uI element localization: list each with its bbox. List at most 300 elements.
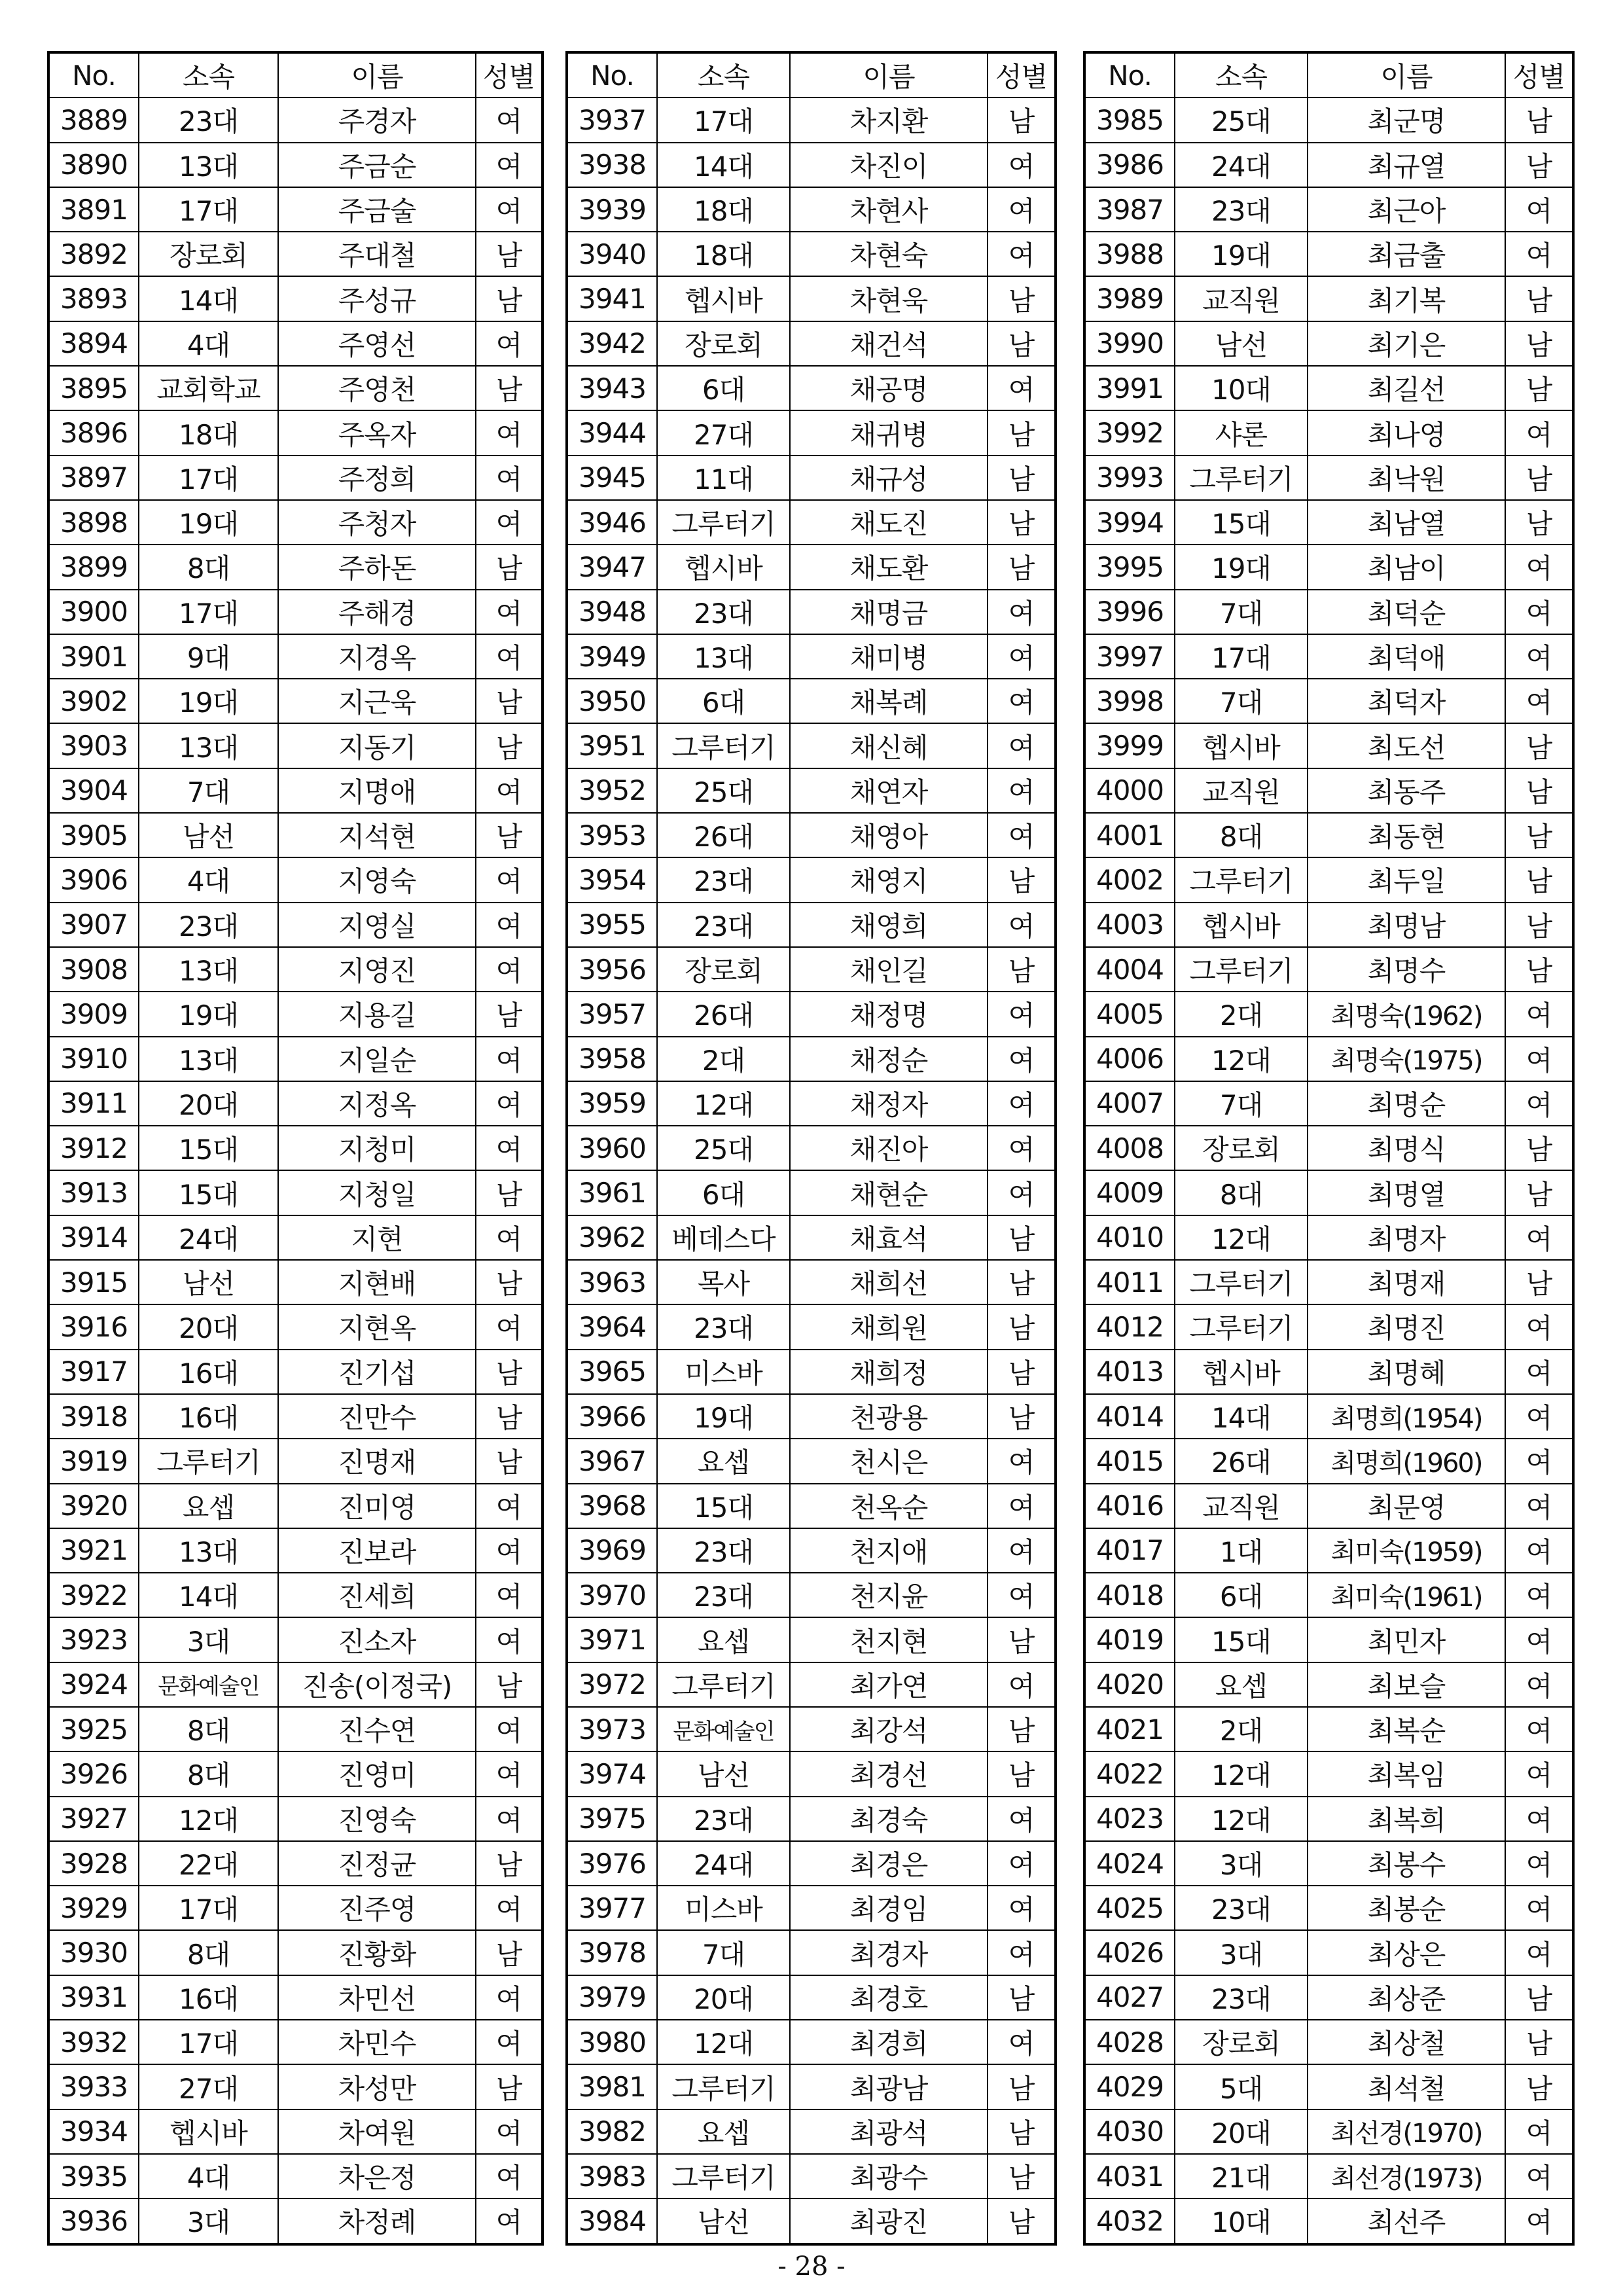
member-no: 3911 [48, 1081, 139, 1126]
member-affiliation: 8대 [1175, 1170, 1308, 1215]
member-name: 지현 [278, 1215, 476, 1260]
member-affiliation: 17대 [139, 456, 278, 500]
member-affiliation: 17대 [139, 2020, 278, 2064]
table-row [1084, 232, 1573, 276]
table-row [1084, 321, 1573, 366]
member-name: 진미영 [278, 1484, 476, 1528]
table-row [48, 1126, 543, 1170]
member-name: 지석현 [278, 813, 476, 857]
member-gender: 여 [1505, 1707, 1573, 1751]
member-affiliation: 12대 [139, 1797, 278, 1841]
member-no: 4029 [1084, 2064, 1175, 2109]
member-name: 차민선 [278, 1975, 476, 2020]
member-gender: 여 [988, 634, 1056, 679]
member-name: 최선경(1970) [1308, 2109, 1505, 2154]
member-affiliation: 13대 [139, 723, 278, 768]
table-row [48, 1707, 543, 1751]
member-affiliation: 15대 [1175, 500, 1308, 545]
member-affiliation: 14대 [1175, 1394, 1308, 1439]
member-name: 차성만 [278, 2064, 476, 2109]
table-row [567, 1662, 1056, 1707]
member-no: 3954 [567, 857, 657, 902]
member-name: 최낙원 [1308, 456, 1505, 500]
member-gender: 여 [1505, 232, 1573, 276]
member-affiliation: 남선 [1175, 321, 1308, 366]
table-row [48, 1751, 543, 1796]
member-name: 최광진 [790, 2198, 988, 2244]
member-name: 최경임 [790, 1886, 988, 1930]
member-no: 3998 [1084, 679, 1175, 723]
table-row [1084, 2020, 1573, 2064]
table-row [567, 456, 1056, 500]
member-gender: 남 [476, 1930, 543, 1975]
member-gender: 남 [1505, 143, 1573, 187]
header-name: 이름 [1308, 52, 1505, 98]
member-gender: 여 [476, 1975, 543, 2020]
table-row [567, 1484, 1056, 1528]
member-name: 차은정 [278, 2154, 476, 2198]
member-affiliation: 교직원 [1175, 276, 1308, 321]
member-name: 천지애 [790, 1528, 988, 1573]
member-affiliation: 장로회 [139, 232, 278, 276]
member-name: 채영아 [790, 813, 988, 857]
member-affiliation: 25대 [1175, 98, 1308, 142]
member-name: 최명남 [1308, 903, 1505, 947]
member-affiliation: 19대 [139, 679, 278, 723]
table-row [48, 1439, 543, 1483]
table-row [48, 1215, 543, 1260]
member-name: 진영미 [278, 1751, 476, 1796]
table-row [567, 1841, 1056, 1886]
member-gender: 남 [1505, 903, 1573, 947]
table-row [567, 1394, 1056, 1439]
member-affiliation: 목사 [657, 1260, 790, 1304]
table-row [1084, 1573, 1573, 1617]
member-name: 지근욱 [278, 679, 476, 723]
member-no: 4001 [1084, 813, 1175, 857]
table-row [1084, 947, 1573, 992]
member-name: 지정옥 [278, 1081, 476, 1126]
member-affiliation: 5대 [1175, 2064, 1308, 2109]
member-affiliation: 23대 [1175, 187, 1308, 232]
table-row [48, 768, 543, 813]
member-no: 3934 [48, 2109, 139, 2154]
member-name: 최명희(1954) [1308, 1394, 1505, 1439]
member-gender: 여 [1505, 1841, 1573, 1886]
member-name: 주대철 [278, 232, 476, 276]
member-no: 3914 [48, 1215, 139, 1260]
member-name: 차지환 [790, 98, 988, 142]
table-row [1084, 98, 1573, 142]
member-gender: 여 [988, 813, 1056, 857]
table-row [567, 1930, 1056, 1975]
member-affiliation: 교직원 [1175, 768, 1308, 813]
table-row [1084, 2198, 1573, 2244]
member-no: 3923 [48, 1617, 139, 1662]
member-no: 3908 [48, 947, 139, 992]
member-affiliation: 12대 [1175, 1215, 1308, 1260]
member-affiliation: 그루터기 [1175, 947, 1308, 992]
member-name: 천시은 [790, 1439, 988, 1483]
table-row [1084, 410, 1573, 455]
table-row [567, 1751, 1056, 1796]
member-no: 4012 [1084, 1304, 1175, 1349]
table-row [1084, 1484, 1573, 1528]
member-no: 3930 [48, 1930, 139, 1975]
member-name: 지동기 [278, 723, 476, 768]
member-affiliation: 장로회 [1175, 2020, 1308, 2064]
member-no: 4022 [1084, 1751, 1175, 1796]
member-affiliation: 20대 [657, 1975, 790, 2020]
member-no: 3897 [48, 456, 139, 500]
member-gender: 여 [988, 679, 1056, 723]
member-affiliation: 6대 [657, 366, 790, 410]
table-row [48, 992, 543, 1036]
member-no: 3924 [48, 1662, 139, 1707]
member-affiliation: 장로회 [657, 321, 790, 366]
member-affiliation: 미스바 [657, 1886, 790, 1930]
table-row [1084, 679, 1573, 723]
member-affiliation: 그루터기 [657, 500, 790, 545]
member-gender: 남 [476, 545, 543, 589]
member-gender: 여 [988, 590, 1056, 634]
member-no: 3948 [567, 590, 657, 634]
member-affiliation: 23대 [139, 903, 278, 947]
table-row [567, 410, 1056, 455]
table-row [48, 500, 543, 545]
member-name: 최덕순 [1308, 590, 1505, 634]
member-gender: 남 [988, 1215, 1056, 1260]
table-row [48, 143, 543, 187]
member-gender: 남 [988, 1394, 1056, 1439]
table-row [1084, 1930, 1573, 1975]
member-name: 지명애 [278, 768, 476, 813]
member-name: 진주영 [278, 1886, 476, 1930]
member-no: 4030 [1084, 2109, 1175, 2154]
member-gender: 여 [988, 723, 1056, 768]
table-row [567, 1215, 1056, 1260]
member-affiliation: 문화예술인 [139, 1662, 278, 1707]
member-name: 최금출 [1308, 232, 1505, 276]
member-no: 3900 [48, 590, 139, 634]
member-affiliation: 19대 [139, 500, 278, 545]
member-name: 채귀병 [790, 410, 988, 455]
member-affiliation: 2대 [657, 1037, 790, 1081]
table-row [1084, 1439, 1573, 1483]
table-row [48, 813, 543, 857]
table-row [1084, 1841, 1573, 1886]
member-affiliation: 12대 [1175, 1751, 1308, 1796]
member-no: 4008 [1084, 1126, 1175, 1170]
member-affiliation: 문화예술인 [657, 1707, 790, 1751]
member-gender: 남 [476, 1350, 543, 1394]
member-affiliation: 2대 [1175, 1707, 1308, 1751]
table-row [567, 143, 1056, 187]
member-name: 최명자 [1308, 1215, 1505, 1260]
table-row [48, 590, 543, 634]
member-affiliation: 7대 [1175, 679, 1308, 723]
member-name: 차현사 [790, 187, 988, 232]
member-no: 3925 [48, 1707, 139, 1751]
member-name: 진보라 [278, 1528, 476, 1573]
member-no: 3956 [567, 947, 657, 992]
member-no: 3926 [48, 1751, 139, 1796]
table-row [567, 321, 1056, 366]
member-no: 3971 [567, 1617, 657, 1662]
member-no: 3997 [1084, 634, 1175, 679]
table-row [48, 634, 543, 679]
table-row [48, 679, 543, 723]
member-no: 4021 [1084, 1707, 1175, 1751]
header-name: 이름 [790, 52, 988, 98]
member-affiliation: 3대 [1175, 1930, 1308, 1975]
member-affiliation: 12대 [657, 1081, 790, 1126]
table-row [48, 1394, 543, 1439]
member-name: 최기은 [1308, 321, 1505, 366]
member-affiliation: 그루터기 [1175, 857, 1308, 902]
member-name: 지영숙 [278, 857, 476, 902]
member-name: 채규성 [790, 456, 988, 500]
member-gender: 여 [476, 321, 543, 366]
table-row [567, 1886, 1056, 1930]
member-name: 주청자 [278, 500, 476, 545]
member-gender: 여 [988, 187, 1056, 232]
member-name: 채정순 [790, 1037, 988, 1081]
member-gender: 남 [1505, 768, 1573, 813]
table-row [1084, 1081, 1573, 1126]
member-affiliation: 2대 [1175, 992, 1308, 1036]
member-affiliation: 3대 [139, 2198, 278, 2244]
member-gender: 여 [1505, 1037, 1573, 1081]
member-gender: 남 [988, 1304, 1056, 1349]
member-no: 4020 [1084, 1662, 1175, 1707]
member-name: 주성규 [278, 276, 476, 321]
member-affiliation: 13대 [139, 1528, 278, 1573]
header-no: No. [1084, 52, 1175, 98]
member-no: 3986 [1084, 143, 1175, 187]
member-gender: 여 [1505, 2198, 1573, 2244]
member-no: 3975 [567, 1797, 657, 1841]
member-name: 채명금 [790, 590, 988, 634]
member-gender: 남 [988, 2109, 1056, 2154]
member-no: 3960 [567, 1126, 657, 1170]
table-row [567, 2109, 1056, 2154]
member-name: 최선주 [1308, 2198, 1505, 2244]
table-row [48, 723, 543, 768]
member-name: 진만수 [278, 1394, 476, 1439]
member-affiliation: 그루터기 [1175, 1260, 1308, 1304]
member-name: 최명희(1960) [1308, 1439, 1505, 1483]
member-name: 최동현 [1308, 813, 1505, 857]
table-row [567, 679, 1056, 723]
member-name: 채건석 [790, 321, 988, 366]
member-gender: 남 [988, 1751, 1056, 1796]
member-gender: 여 [476, 634, 543, 679]
member-no: 4003 [1084, 903, 1175, 947]
member-name: 최상은 [1308, 1930, 1505, 1975]
member-no: 4031 [1084, 2154, 1175, 2198]
table-row [567, 1975, 1056, 2020]
member-no: 3919 [48, 1439, 139, 1483]
member-no: 3990 [1084, 321, 1175, 366]
member-affiliation: 27대 [139, 2064, 278, 2109]
member-gender: 여 [476, 1484, 543, 1528]
table-row [567, 1304, 1056, 1349]
table-row [567, 187, 1056, 232]
member-gender: 남 [476, 1394, 543, 1439]
member-no: 4000 [1084, 768, 1175, 813]
member-gender: 남 [1505, 321, 1573, 366]
member-no: 3996 [1084, 590, 1175, 634]
member-gender: 여 [988, 1439, 1056, 1483]
member-name: 채미병 [790, 634, 988, 679]
member-name: 최가연 [790, 1662, 988, 1707]
member-affiliation: 샤론 [1175, 410, 1308, 455]
member-gender: 여 [1505, 2109, 1573, 2154]
member-affiliation: 23대 [657, 1528, 790, 1573]
member-no: 3910 [48, 1037, 139, 1081]
member-affiliation: 그루터기 [657, 1662, 790, 1707]
member-no: 3999 [1084, 723, 1175, 768]
member-no: 3962 [567, 1215, 657, 1260]
member-name: 주금술 [278, 187, 476, 232]
table-row [567, 1439, 1056, 1483]
member-name: 최도선 [1308, 723, 1505, 768]
member-name: 최보슬 [1308, 1662, 1505, 1707]
member-gender: 여 [988, 1841, 1056, 1886]
member-gender: 남 [1505, 723, 1573, 768]
member-gender: 남 [1505, 947, 1573, 992]
member-gender: 남 [476, 232, 543, 276]
table-row [1084, 1797, 1573, 1841]
header-no: No. [567, 52, 657, 98]
page-number: - 28 - [777, 2251, 846, 2282]
member-no: 3938 [567, 143, 657, 187]
member-name: 최선경(1973) [1308, 2154, 1505, 2198]
table-row [1084, 634, 1573, 679]
member-no: 3895 [48, 366, 139, 410]
member-name: 차민수 [278, 2020, 476, 2064]
member-affiliation: 6대 [657, 1170, 790, 1215]
member-no: 3936 [48, 2198, 139, 2244]
member-gender: 남 [1505, 2064, 1573, 2109]
table-row [48, 2109, 543, 2154]
table-row [1084, 545, 1573, 589]
member-no: 3943 [567, 366, 657, 410]
member-gender: 여 [1505, 634, 1573, 679]
member-gender: 남 [988, 321, 1056, 366]
member-no: 3896 [48, 410, 139, 455]
member-no: 3942 [567, 321, 657, 366]
member-affiliation: 남선 [657, 1751, 790, 1796]
table-row [48, 903, 543, 947]
member-gender: 여 [988, 143, 1056, 187]
table-row [1084, 857, 1573, 902]
member-affiliation: 그루터기 [657, 2154, 790, 2198]
member-gender: 여 [476, 187, 543, 232]
member-no: 3946 [567, 500, 657, 545]
member-no: 3979 [567, 1975, 657, 2020]
table-row [48, 2154, 543, 2198]
member-gender: 여 [988, 1930, 1056, 1975]
member-affiliation: 8대 [1175, 813, 1308, 857]
member-affiliation: 14대 [139, 276, 278, 321]
table-row [1084, 1617, 1573, 1662]
member-name: 최명진 [1308, 1304, 1505, 1349]
member-gender: 여 [476, 857, 543, 902]
member-no: 3964 [567, 1304, 657, 1349]
member-name: 지영실 [278, 903, 476, 947]
member-gender: 남 [988, 410, 1056, 455]
header-affiliation: 소속 [139, 52, 278, 98]
table-row [567, 98, 1056, 142]
member-affiliation: 9대 [139, 634, 278, 679]
member-gender: 남 [988, 2064, 1056, 2109]
member-affiliation: 14대 [139, 1573, 278, 1617]
member-affiliation: 23대 [657, 1797, 790, 1841]
member-affiliation: 13대 [139, 947, 278, 992]
member-name: 최명숙(1975) [1308, 1037, 1505, 1081]
table-row [567, 276, 1056, 321]
member-no: 3898 [48, 500, 139, 545]
table-row [567, 2154, 1056, 2198]
member-no: 3932 [48, 2020, 139, 2064]
table-row [48, 947, 543, 992]
member-no: 4002 [1084, 857, 1175, 902]
member-gender: 여 [476, 2020, 543, 2064]
member-gender: 남 [1505, 500, 1573, 545]
member-affiliation: 그루터기 [1175, 456, 1308, 500]
member-name: 주하돈 [278, 545, 476, 589]
member-name: 최명혜 [1308, 1350, 1505, 1394]
member-gender: 여 [988, 2020, 1056, 2064]
member-gender: 남 [476, 813, 543, 857]
member-affiliation: 15대 [657, 1484, 790, 1528]
member-affiliation: 8대 [139, 1751, 278, 1796]
member-no: 4025 [1084, 1886, 1175, 1930]
member-affiliation: 6대 [1175, 1573, 1308, 1617]
member-table-right [1083, 51, 1575, 2246]
member-gender: 여 [988, 1037, 1056, 1081]
member-gender: 여 [1505, 1617, 1573, 1662]
member-gender: 여 [476, 1751, 543, 1796]
member-no: 3992 [1084, 410, 1175, 455]
table-row [567, 768, 1056, 813]
member-no: 3892 [48, 232, 139, 276]
member-gender: 여 [988, 1081, 1056, 1126]
member-no: 3961 [567, 1170, 657, 1215]
member-affiliation: 10대 [1175, 366, 1308, 410]
member-gender: 여 [988, 1573, 1056, 1617]
member-name: 최복순 [1308, 1707, 1505, 1751]
member-gender: 여 [476, 1573, 543, 1617]
member-affiliation: 교직원 [1175, 1484, 1308, 1528]
member-affiliation: 19대 [657, 1394, 790, 1439]
table-row [567, 857, 1056, 902]
member-name: 천옥순 [790, 1484, 988, 1528]
member-gender: 여 [1505, 1350, 1573, 1394]
member-gender: 여 [988, 1170, 1056, 1215]
member-no: 3951 [567, 723, 657, 768]
member-name: 지경옥 [278, 634, 476, 679]
member-affiliation: 16대 [139, 1350, 278, 1394]
member-name: 최강석 [790, 1707, 988, 1751]
member-affiliation: 24대 [657, 1841, 790, 1886]
header-affiliation: 소속 [1175, 52, 1308, 98]
member-gender: 남 [1505, 813, 1573, 857]
member-gender: 남 [476, 366, 543, 410]
member-affiliation: 15대 [139, 1126, 278, 1170]
